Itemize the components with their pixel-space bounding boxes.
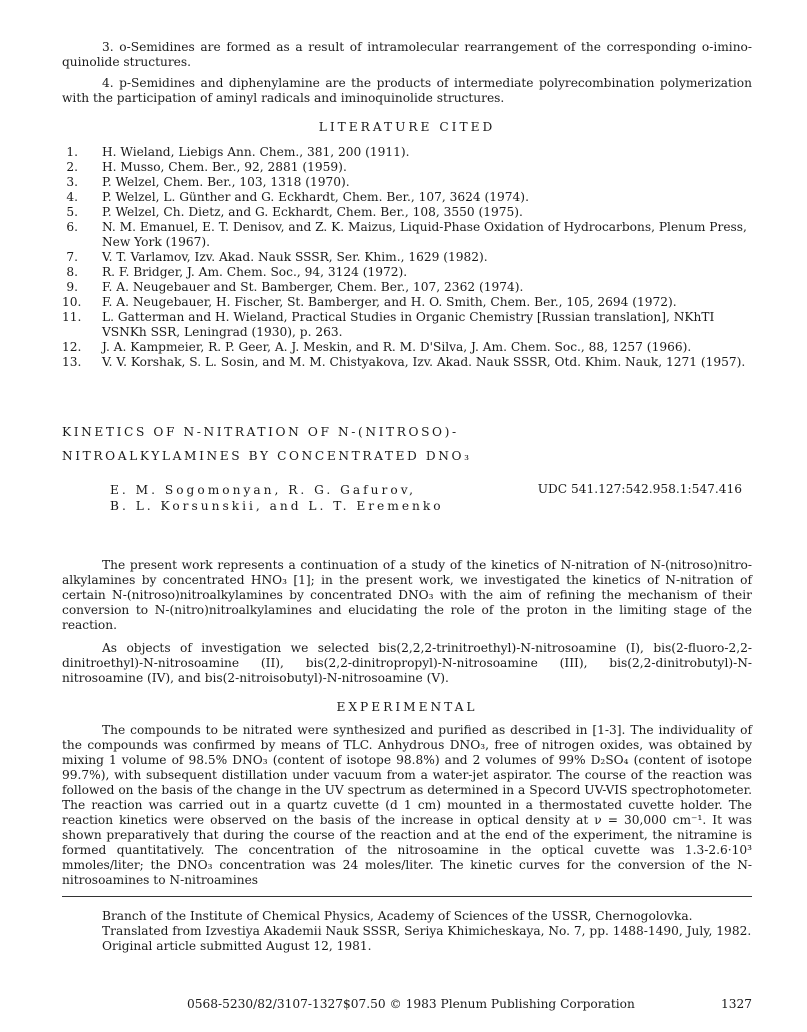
reference-number: 13.	[62, 355, 82, 369]
reference-item	[62, 220, 752, 250]
reference-number: 9.	[66, 280, 78, 294]
page-footer	[62, 997, 752, 1012]
reference-text: L. Gatterman and H. Wieland, Practical Studies in Organic Chemistry [Russian translation], NKhTI VSNKh SSR, Leningrad (1930), p. 263.	[102, 310, 715, 339]
authors-line-2: B. L. Korsunskii, and L. T. Eremenko	[110, 499, 444, 513]
reference-number: 2.	[66, 160, 78, 174]
reference-item	[62, 355, 752, 370]
reference-number: 8.	[66, 265, 78, 279]
reference-text: F. A. Neugebauer and St. Bamberger, Chem. Ber., 107, 2362 (1974).	[102, 280, 524, 294]
reference-text: P. Welzel, Chem. Ber., 103, 1318 (1970).	[102, 175, 350, 189]
reference-number: 10.	[62, 295, 82, 309]
reference-text: N. M. Emanuel, E. T. Denisov, and Z. K. Maizus, Liquid-Phase Oxidation of Hydrocarbons, Plenum Press, New York (1967).	[102, 220, 747, 249]
footnote: Branch of the Institute of Chemical Physics, Academy of Sciences of the USSR, Chernogolovka. Translated from Izvestiya Akademii Nauk SSSR, Seriya Khimicheskaya, No. 7, pp. 1488-1490, July, 1982. Original article submitted August 12, 1981.	[102, 909, 752, 953]
reference-item	[62, 265, 752, 280]
reference-number: 4.	[66, 190, 78, 204]
conclusion-4: 4. p-Semidines and diphenylamine are the products of intermediate polyrecombination polymerization with the participation of aminyl radicals and iminoquinolide structures.	[62, 76, 752, 105]
reference-item	[62, 205, 752, 220]
reference-list	[62, 145, 752, 370]
literature-title: LITERATURE CITED	[318, 120, 496, 134]
reference-item	[62, 145, 752, 160]
copyright-line: 0568-5230/82/3107-1327$07.50 © 1983 Plenum Publishing Corporation	[187, 997, 635, 1011]
experimental-title: EXPERIMENTAL	[336, 700, 478, 714]
footnote-divider	[62, 896, 752, 897]
udc-code: UDC 541.127:542.958.1:547.416	[537, 482, 742, 496]
reference-number: 12.	[62, 340, 82, 354]
reference-number: 7.	[66, 250, 78, 264]
authors-line-1: E. M. Sogomonyan, R. G. Gafurov,	[110, 483, 417, 497]
reference-number: 11.	[62, 310, 82, 324]
reference-item	[62, 175, 752, 190]
experimental-paragraph: The compounds to be nitrated were synthesized and purified as described in [1-3]. The individuality of the compounds was confirmed by means of TLC. Anhydrous DNO₃, free of nitrogen oxides, was obtained by mixing 1 volume of 98.5% DNO₃ (content of isotope 98.8%) and 2 volumes of 99% D₂SO₄ (content of isotope 99.7%), with subsequent distillation under vacuum from a water-jet aspirator. The course of the reaction was followed on the basis of the change in the UV spectrum as determined in a Specord UV-VIS spectrophotometer. The reaction was carried out in a quartz cuvette (d 1 cm) mounted in a thermostated cuvette holder. The reaction kinetics were observed on the basis of the increase in optical density at ν = 30,000 cm⁻¹. It was shown preparatively that during the course of the reaction and at the end of the experiment, the nitramine is formed quantitatively. The concentration of the nitrosoamine in the optical cuvette was 1.3-2.6·10³ mmoles/liter; the DNO₃ concentration was 24 moles/liter. The kinetic curves for the conversion of the N-nitrosoamines to N-nitroamines	[62, 723, 752, 887]
reference-text: P. Welzel, Ch. Dietz, and G. Eckhardt, Chem. Ber., 108, 3550 (1975).	[102, 205, 523, 219]
reference-text: H. Wieland, Liebigs Ann. Chem., 381, 200 (1911).	[102, 145, 410, 159]
page-number: 1327	[720, 997, 752, 1011]
article-title-line-1: KINETICS OF N-NITRATION OF N-(NITROSO)-	[62, 425, 459, 439]
reference-item	[62, 160, 752, 175]
reference-item	[62, 280, 752, 295]
reference-text: F. A. Neugebauer, H. Fischer, St. Bamberger, and H. O. Smith, Chem. Ber., 105, 2694 (1972).	[102, 295, 677, 309]
reference-number: 6.	[66, 220, 78, 234]
reference-text: H. Musso, Chem. Ber., 92, 2881 (1959).	[102, 160, 347, 174]
reference-item	[62, 295, 752, 310]
article-title	[62, 420, 752, 468]
reference-number: 3.	[66, 175, 78, 189]
reference-number: 1.	[66, 145, 78, 159]
reference-text: V. V. Korshak, S. L. Sosin, and M. M. Chistyakova, Izv. Akad. Nauk SSSR, Otd. Khim. Nauk, 1271 (1957).	[102, 355, 746, 369]
page	[62, 40, 752, 954]
abstract-paragraph-2: As objects of investigation we selected bis(2,2,2-trinitroethyl)-N-nitrosoamine (I), bis(2-fluoro-2,2-dinitroethyl)-N-nitrosoamine (II), bis(2,2-dinitropropyl)-N-nitrosoamine (III), bis(2,2-dinitrobutyl)-N-nitrosoamine (IV), and bis(2-nitroisobutyl)-N-nitrosoamine (V).	[62, 641, 752, 685]
conclusion-3: 3. o-Semidines are formed as a result of intramolecular rearrangement of the corresponding o-imino-quinolide structures.	[62, 40, 752, 69]
reference-text: R. F. Bridger, J. Am. Chem. Soc., 94, 3124 (1972).	[102, 265, 408, 279]
reference-item	[62, 310, 752, 340]
reference-text: J. A. Kampmeier, R. P. Geer, A. J. Meskin, and R. M. D'Silva, J. Am. Chem. Soc., 88, 1257 (1966).	[102, 340, 692, 354]
authors-row	[110, 482, 752, 514]
reference-item	[62, 190, 752, 205]
reference-item	[62, 340, 752, 355]
reference-text: P. Welzel, L. Günther and G. Eckhardt, Chem. Ber., 107, 3624 (1974).	[102, 190, 529, 204]
reference-number: 5.	[66, 205, 78, 219]
article-title-line-2: NITROALKYLAMINES BY CONCENTRATED DNO₃	[62, 449, 472, 463]
reference-item	[62, 250, 752, 265]
authors	[110, 482, 444, 514]
abstract-paragraph-1: The present work represents a continuation of a study of the kinetics of N-nitration of N-(nitroso)nitro-alkylamines by concentrated HNO₃ [1]; in the present work, we investigated the kinetics of N-nitration of certain N-(nitroso)nitroalkylamines by concentrated DNO₃ with the aim of refining the mechanism of their conversion to N-(nitro)nitroalkylamines and elucidating the role of the proton in the limiting stage of the reaction.	[62, 558, 752, 632]
reference-text: V. T. Varlamov, Izv. Akad. Nauk SSSR, Ser. Khim., 1629 (1982).	[102, 250, 488, 264]
